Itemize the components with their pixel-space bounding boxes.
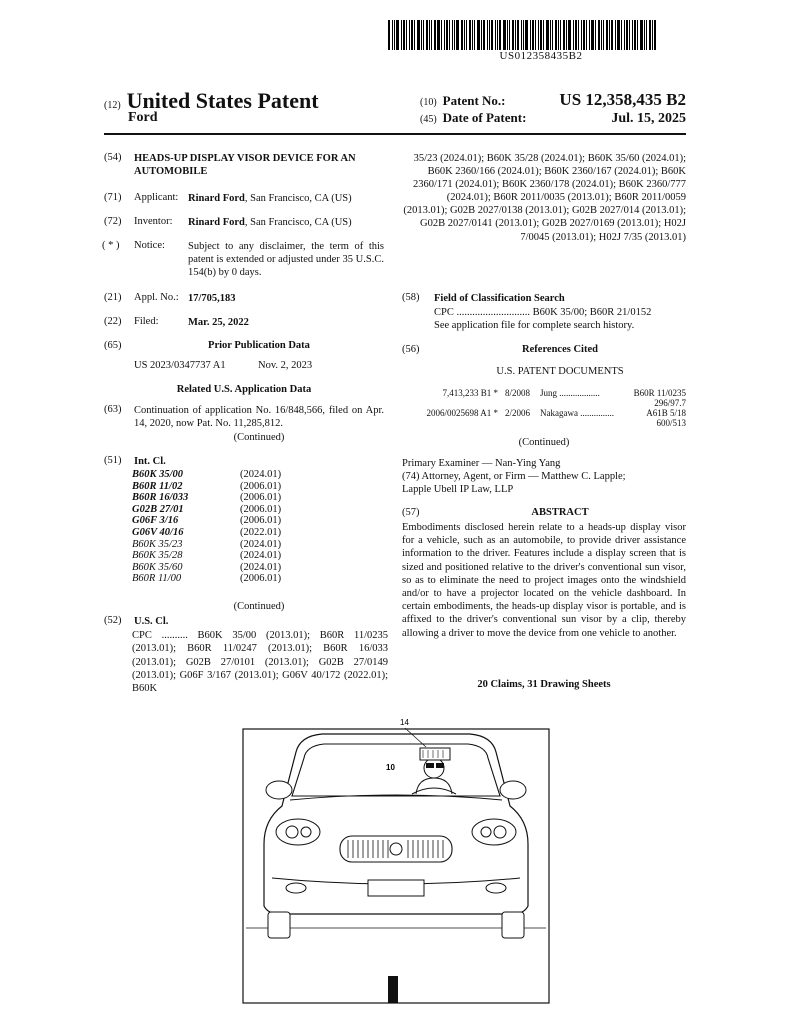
code-56: (56): [402, 344, 420, 355]
license-plate: [368, 880, 424, 896]
barcode-bar: [437, 20, 440, 50]
ipc-row: [132, 515, 281, 527]
barcode-bar: [632, 20, 633, 50]
ipc-year: (2024.01): [240, 561, 282, 573]
left-wheel: [268, 912, 290, 938]
barcode-bar: [394, 20, 395, 50]
ipc-year: (2006.01): [240, 492, 282, 504]
field-note: See application file for complete search history.: [434, 320, 635, 331]
reference-name: Nakagawa ...............: [540, 408, 614, 418]
barcode-bar: [578, 20, 579, 50]
barcode-bar: [606, 20, 608, 50]
barcode-bar: [595, 20, 596, 50]
barcode-bar: [481, 20, 482, 50]
ipc-row: [132, 481, 281, 493]
barcode-bar: [552, 20, 553, 50]
ipc-year: (2024.01): [240, 550, 282, 562]
cpc-classification: CPC .......... B60K 35/00 (2013.01); B60R 11/0235 (2013.01); B60R 11/0247 (2013.01); B60R 16/033 (2013.01); G02B 27/0101 (2013.01); G02B 27/0149 (2013.01); G06F 3/167 (2013.01); G06V 40/172 (2022.01); B60K: [132, 630, 388, 695]
barcode-bar: [644, 20, 645, 50]
reference-name: Jung ..................: [540, 388, 600, 398]
ipc-code: B60K 35/28: [132, 550, 183, 562]
barcode-bar: [624, 20, 625, 50]
ipc-code: B60R 16/033: [132, 492, 189, 504]
reference-date: 8/2008: [505, 388, 531, 398]
barcode-bar: [611, 20, 613, 50]
reference-class: A61B 5/18: [646, 408, 686, 418]
right-fog-light: [486, 883, 506, 893]
barcode-bar: [489, 20, 490, 50]
us-docs-heading: U.S. PATENT DOCUMENTS: [496, 366, 624, 377]
barcode-bar: [581, 20, 582, 50]
barcode-bar: [409, 20, 410, 50]
barcode-bar: [429, 20, 430, 50]
appl-no-label: Appl. No.:: [134, 292, 179, 303]
patent-drawing: [242, 718, 550, 1004]
reference-date: 2/2006: [505, 408, 531, 418]
code-notice: ( * ): [102, 240, 120, 251]
barcode-bar: [543, 20, 544, 50]
right-wheel: [502, 912, 524, 938]
barcode-bar: [477, 20, 480, 50]
barcode-bar: [441, 20, 442, 50]
abstract-text: Embodiments disclosed herein relate to a heads-up display visor for a vehicle, such as an automobile, to provide driver assistance information to the driver. Features include a display screen that is sized and positioned relative to the driver's conventional sun visor, so as to eliminate the need to project images onto the windshield and/or to have a projector located on the vehicle dashboard. In certain embodiments, the heads-up display visor is portable, and is affixed to the driver's conventional sun visor by a clip, thereby allowing a driver to move the device from one vehicle to another.: [402, 522, 686, 639]
inventor-location: , San Francisco, CA (US): [244, 217, 352, 228]
barcode-bar: [573, 20, 574, 50]
barcode-bar: [388, 20, 390, 50]
code-52: (52): [104, 615, 122, 626]
filed-date: Mar. 25, 2022: [188, 317, 249, 328]
barcode-bar: [411, 20, 413, 50]
reference-class-2: 296/97.7: [654, 398, 686, 408]
notice-label: Notice:: [134, 240, 165, 251]
barcode-bar: [472, 20, 473, 50]
code-57: (57): [402, 507, 420, 518]
goggles-left: [426, 763, 434, 768]
barcode-bar: [517, 20, 519, 50]
barcode-bar: [550, 20, 551, 50]
date-label: Date of Patent:: [442, 110, 527, 125]
windshield: [292, 744, 500, 796]
barcode-bar: [558, 20, 559, 50]
barcode-bar: [598, 20, 600, 50]
barcode-bar: [434, 20, 436, 50]
barcode-bar: [546, 20, 549, 50]
patent-number: US 12,358,435 B2: [559, 90, 686, 109]
ipc-row: [132, 539, 281, 551]
barcode-bar: [417, 20, 420, 50]
barcode-bar: [654, 20, 656, 50]
barcode-bar: [575, 20, 577, 50]
notice-text: Subject to any disclaimer, the term of this patent is extended or adjusted under 35 U.S.C. 154(b) by 0 days.: [188, 241, 384, 278]
code-12: (12): [104, 100, 121, 111]
applicant-location: , San Francisco, CA (US): [244, 193, 352, 204]
filed-label: Filed:: [134, 316, 159, 327]
ipc-year: (2022.01): [240, 526, 282, 538]
barcode-bar: [530, 20, 531, 50]
barcode-bar: [626, 20, 628, 50]
barcode-bar: [538, 20, 539, 50]
barcode-bar: [540, 20, 542, 50]
barcode-bar: [503, 20, 506, 50]
ipc-row: [132, 492, 281, 504]
ipc-row: [132, 562, 281, 574]
barcode-bar: [560, 20, 561, 50]
ipc-code: G06F 3/16: [132, 515, 179, 527]
barcode: [388, 20, 694, 50]
visor-display: [420, 748, 450, 760]
label-10: 10: [386, 763, 395, 772]
barcode-bar: [403, 20, 405, 50]
ipc-code: B60K 35/60: [132, 561, 183, 573]
prior-pub-date: Nov. 2, 2023: [258, 360, 313, 371]
barcode-bar: [629, 20, 630, 50]
barcode-bar: [621, 20, 622, 50]
inventor-surname: Ford: [128, 110, 158, 125]
ipc-year: (2006.01): [240, 503, 282, 515]
continued-refs: (Continued): [518, 437, 570, 448]
patent-date: Jul. 15, 2025: [611, 111, 686, 126]
barcode-bar: [414, 20, 415, 50]
applicant-name: Rinard Ford: [188, 193, 245, 204]
prior-pub-heading: Prior Publication Data: [208, 340, 310, 351]
barcode-bar: [444, 20, 445, 50]
barcode-bar: [396, 20, 399, 50]
barcode-bar: [515, 20, 516, 50]
barcode-bar: [566, 20, 567, 50]
left-fog-light: [286, 883, 306, 893]
continued-related: (Continued): [233, 432, 285, 443]
barcode-bar: [469, 20, 471, 50]
barcode-bar: [431, 20, 432, 50]
barcode-bar: [512, 20, 514, 50]
road-marking: [388, 976, 398, 1003]
barcode-bar: [426, 20, 428, 50]
related-heading: Related U.S. Application Data: [176, 384, 312, 395]
ipc-code: B60K 35/23: [132, 538, 183, 550]
barcode-bar: [507, 20, 508, 50]
ipc-row: [132, 550, 281, 562]
code-10: (10): [420, 97, 437, 108]
ipc-code: G02B 27/01: [132, 503, 184, 515]
barcode-bar: [634, 20, 636, 50]
code-51: (51): [104, 455, 122, 466]
barcode-bar: [589, 20, 590, 50]
reference-class-2: 600/513: [656, 418, 686, 428]
barcode-bar: [568, 20, 571, 50]
barcode-bar: [491, 20, 493, 50]
barcode-bar: [466, 20, 467, 50]
code-72: (72): [104, 216, 122, 227]
claims-count: 20 Claims, 31 Drawing Sheets: [477, 679, 611, 690]
barcode-bar: [487, 20, 488, 50]
emblem: [390, 843, 402, 855]
field-search-heading: Field of Classification Search: [434, 293, 565, 304]
code-71: (71): [104, 192, 122, 203]
barcode-bar: [509, 20, 510, 50]
ipc-year: (2006.01): [240, 515, 282, 527]
ipc-year: (2024.01): [240, 469, 282, 480]
ipc-list: [132, 469, 281, 585]
int-cl-heading: Int. Cl.: [134, 456, 166, 467]
code-21: (21): [104, 292, 122, 303]
reference-number: 7,413,233 B1 *: [442, 388, 498, 398]
ipc-code: G06V 40/16: [132, 526, 184, 538]
barcode-bar: [640, 20, 643, 50]
barcode-bar: [603, 20, 604, 50]
barcode-bar: [423, 20, 424, 50]
us-cl-heading: U.S. Cl.: [134, 616, 169, 627]
barcode-bar: [464, 20, 465, 50]
barcode-bar: [617, 20, 620, 50]
right-mirror: [500, 781, 526, 799]
barcode-bar: [523, 20, 524, 50]
code-63: (63): [104, 404, 122, 415]
goggles-right: [436, 763, 444, 768]
code-22: (22): [104, 316, 122, 327]
barcode-bar: [615, 20, 616, 50]
header-rule: [104, 133, 686, 135]
barcode-bar: [452, 20, 453, 50]
references-heading: References Cited: [522, 344, 598, 355]
barcode-bar: [525, 20, 528, 50]
barcode-bar: [461, 20, 463, 50]
barcode-bar: [456, 20, 459, 50]
barcode-bar: [392, 20, 393, 50]
field-cpc: CPC ............................ B60K 35/00; B60R 21/0152: [434, 307, 652, 318]
continued-int-cl: (Continued): [233, 601, 285, 612]
barcode-bar: [401, 20, 402, 50]
patent-title: HEADS-UP DISPLAY VISOR DEVICE FOR AN AUTOMOBILE: [134, 153, 356, 177]
patent-header-right: [420, 90, 686, 130]
barcode-bar: [583, 20, 585, 50]
barcode-bar: [449, 20, 450, 50]
barcode-bar: [497, 20, 498, 50]
barcode-bar: [495, 20, 496, 50]
doc-type: United States Patent: [126, 88, 319, 113]
patent-no-label: Patent No.:: [442, 93, 506, 108]
ipc-year: (2006.01): [240, 573, 282, 585]
ipc-row: [132, 573, 281, 585]
barcode-bar: [474, 20, 475, 50]
applicant-label: Applicant:: [134, 192, 179, 203]
continuation-text: Continuation of application No. 16/848,566, filed on Apr. 14, 2020, now Pat. No. 11,285,812.: [134, 405, 384, 429]
inventor: [188, 216, 352, 229]
attorney-line-1: (74) Attorney, Agent, or Firm — Matthew C. Lapple;: [402, 471, 626, 482]
barcode-bar: [563, 20, 565, 50]
barcode-bar: [601, 20, 602, 50]
ipc-year: (2006.01): [240, 480, 282, 492]
barcode-bar: [483, 20, 485, 50]
barcode-bar: [609, 20, 610, 50]
barcode-bar: [586, 20, 587, 50]
inventor-label: Inventor:: [134, 216, 173, 227]
barcode-bar: [649, 20, 651, 50]
ipc-row: [132, 469, 281, 481]
barcode-bar: [406, 20, 407, 50]
ipc-code: B60K 35/00: [132, 469, 184, 480]
barcode-bar: [591, 20, 594, 50]
barcode-bar: [652, 20, 653, 50]
ipc-code: B60R 11/00: [132, 573, 182, 585]
barcode-bar: [421, 20, 422, 50]
barcode-bar: [521, 20, 522, 50]
barcode-bar: [532, 20, 534, 50]
barcode-bar: [499, 20, 501, 50]
code-54: (54): [104, 152, 122, 163]
abstract-heading: ABSTRACT: [531, 507, 589, 518]
cpc-continued: 35/23 (2024.01); B60K 35/28 (2024.01); B60K 35/60 (2024.01); B60K 2360/166 (2024.01); B60K 2360/167 (2024.01); B60K 2360/171 (2024.01); B60K 2360/178 (2024.01); B60K 2360/777 (2024.01); B60R 2011/0035 (2013.01); B60R 2011/0059 (2013.01); G02B 2027/0138 (2013.01); G02B 2027/014 (2013.01); G02B 2027/0141 (2013.01); G02B 2027/0169 (2013.01); H02J 7/0045 (2013.01); H02J 7/35 (2013.01): [403, 153, 686, 243]
barcode-number: US012358435B2: [499, 50, 583, 62]
label-14: 14: [400, 718, 409, 727]
barcode-bar: [446, 20, 448, 50]
ipc-code: B60R 11/02: [132, 480, 183, 492]
reference-class: B60R 11/0235: [633, 388, 686, 398]
primary-examiner: Primary Examiner — Nan-Ying Yang: [402, 458, 561, 469]
barcode-bar: [555, 20, 557, 50]
barcode-bar: [637, 20, 638, 50]
barcode-bar: [535, 20, 536, 50]
code-45: (45): [420, 114, 437, 125]
left-mirror: [266, 781, 292, 799]
inventor-name: Rinard Ford: [188, 217, 245, 228]
ipc-year: (2024.01): [240, 538, 282, 550]
barcode-bar: [646, 20, 647, 50]
ipc-row: [132, 504, 281, 516]
ipc-row: [132, 527, 281, 539]
barcode-bar: [454, 20, 455, 50]
attorney-line-2: Lapple Ubell IP Law, LLP: [402, 484, 514, 495]
applicant: [188, 192, 352, 205]
prior-pub-number: US 2023/0347737 A1: [134, 360, 226, 371]
reference-number: 2006/0025698 A1 *: [426, 408, 498, 418]
code-65: (65): [104, 340, 122, 351]
code-58: (58): [402, 292, 420, 303]
appl-no: 17/705,183: [188, 293, 236, 304]
